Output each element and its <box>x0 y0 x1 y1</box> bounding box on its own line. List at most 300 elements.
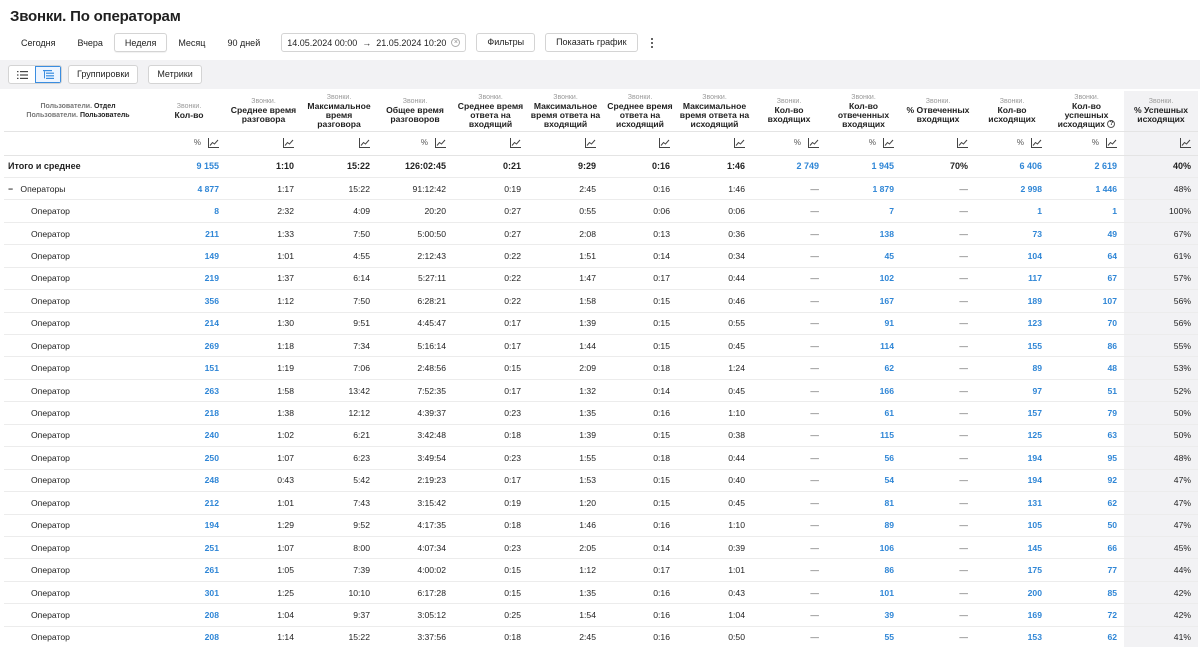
page-title: Звонки. По операторам <box>10 8 181 25</box>
cell-value: — <box>752 626 826 647</box>
cell-value: 1:01 <box>226 492 301 514</box>
cell-link[interactable]: 55 <box>826 626 901 647</box>
row-name: Оператор <box>31 520 70 531</box>
cell-link[interactable]: 1 <box>975 200 1049 222</box>
cell-link[interactable]: 102 <box>826 267 901 289</box>
cell-value: 7:34 <box>301 335 377 357</box>
cell-link[interactable]: 1 879 <box>826 177 901 199</box>
cell-value: — <box>901 357 975 379</box>
cell-value: 15:22 <box>301 177 377 199</box>
cell-link[interactable]: 218 <box>152 402 226 424</box>
cell-value: 15:22 <box>301 155 377 177</box>
period-month[interactable]: Месяц <box>178 38 206 48</box>
line-chart-icon[interactable] <box>283 138 294 148</box>
column-tools <box>301 131 377 155</box>
row-name: Операторы <box>20 183 66 194</box>
cell-value: 0:17 <box>453 312 528 334</box>
percent-toggle-icon[interactable]: % <box>193 138 201 148</box>
table-row <box>4 357 1198 379</box>
cell-value: 1:02 <box>226 424 301 446</box>
cell-value: 7:50 <box>301 222 377 244</box>
flat-list-view-icon[interactable] <box>9 66 35 83</box>
cell-value: 2:48:56 <box>377 357 453 379</box>
cell-link[interactable]: 62 <box>826 357 901 379</box>
cell-value: 53% <box>1124 357 1198 379</box>
cell-value: 13:42 <box>301 379 377 401</box>
cell-link[interactable]: 194 <box>975 447 1049 469</box>
cell-value: 50% <box>1124 402 1198 424</box>
cell-value: 1:29 <box>226 514 301 536</box>
cell-value: — <box>901 626 975 647</box>
col-header-max-talk[interactable]: Звонки. Максимальное время разговора <box>301 91 377 131</box>
cell-value: 42% <box>1124 604 1198 626</box>
line-chart-icon[interactable] <box>208 138 219 148</box>
col-header-count[interactable]: Звонки. Кол-во <box>152 91 226 131</box>
period-yesterday[interactable]: Вчера <box>77 38 103 48</box>
cell-link[interactable]: 89 <box>826 514 901 536</box>
cell-value: 0:16 <box>603 604 677 626</box>
row-name: Оператор <box>31 363 70 374</box>
table-row <box>4 222 1198 244</box>
col-header-incoming[interactable]: Звонки. Кол-во входящих <box>752 91 826 131</box>
cell-value: — <box>901 469 975 491</box>
col-header-avg-answer-out[interactable]: Звонки. Среднее время ответа на исходящий <box>603 91 677 131</box>
cell-link[interactable]: 219 <box>152 267 226 289</box>
cell-value: 0:23 <box>453 402 528 424</box>
col-header-total-talk[interactable]: Звонки. Общее время разговоров <box>377 91 453 131</box>
row-name: Оператор <box>31 385 70 396</box>
cell-value: 4:17:35 <box>377 514 453 536</box>
cell-value: 1:12 <box>528 559 603 581</box>
metrics-button[interactable]: Метрики <box>148 65 201 84</box>
row-name: Оператор <box>31 206 70 217</box>
cell-value: 6:23 <box>301 447 377 469</box>
cell-link[interactable]: 70 <box>1049 312 1124 334</box>
cell-value: 0:17 <box>453 469 528 491</box>
col-header-success-pct[interactable]: Звонки. % Успешных исходящих <box>1124 91 1198 131</box>
line-chart-icon[interactable] <box>883 138 894 148</box>
cell-value: — <box>901 379 975 401</box>
cell-value: 9:37 <box>301 604 377 626</box>
cell-link[interactable]: 194 <box>975 469 1049 491</box>
cell-link[interactable]: 7 <box>826 200 901 222</box>
table-row <box>4 536 1198 558</box>
cell-value: 61% <box>1124 245 1198 267</box>
cell-link[interactable]: 149 <box>152 245 226 267</box>
row-name: Оператор <box>31 497 70 508</box>
cell-value: — <box>901 424 975 446</box>
cell-value: 2:19:23 <box>377 469 453 491</box>
show-chart-button[interactable]: Показать график <box>545 33 637 52</box>
cell-value: 7:43 <box>301 492 377 514</box>
help-icon[interactable]: ? <box>1107 120 1115 128</box>
period-90-days[interactable]: 90 дней <box>227 38 261 48</box>
cell-value: 0:46 <box>677 290 752 312</box>
column-tools <box>901 131 975 155</box>
cell-link[interactable]: 49 <box>1049 222 1124 244</box>
cell-link[interactable]: 115 <box>826 424 901 446</box>
cell-value: 5:00:50 <box>377 222 453 244</box>
cell-link[interactable]: 167 <box>826 290 901 312</box>
total-row <box>4 155 1198 177</box>
date-to: 21.05.2024 10:20 <box>376 37 447 48</box>
cell-value: 6:14 <box>301 267 377 289</box>
clear-icon[interactable]: × <box>451 38 460 47</box>
cell-link[interactable]: 263 <box>152 379 226 401</box>
cell-value: — <box>752 200 826 222</box>
cell-value: 1:39 <box>528 312 603 334</box>
cell-link[interactable]: 72 <box>1049 604 1124 626</box>
cell-link[interactable]: 67 <box>1049 267 1124 289</box>
column-tools <box>377 131 453 155</box>
col-header-avg-talk[interactable]: Звонки. Среднее время разговора <box>226 91 301 131</box>
cell-value: 1:18 <box>226 335 301 357</box>
cell-value: 0:17 <box>603 559 677 581</box>
table-row <box>4 424 1198 446</box>
col-header-answered-in[interactable]: Звонки. Кол-во отвеченных входящих <box>826 91 901 131</box>
cell-value: 0:45 <box>677 379 752 401</box>
cell-value: 1:10 <box>677 402 752 424</box>
cell-value: — <box>901 200 975 222</box>
table-row <box>4 267 1198 289</box>
cell-link[interactable]: 51 <box>1049 379 1124 401</box>
cell-link[interactable]: 145 <box>975 536 1049 558</box>
more-menu-icon[interactable] <box>648 33 656 52</box>
row-name: Оператор <box>31 228 70 239</box>
cell-value: — <box>901 604 975 626</box>
row-label <box>4 492 152 514</box>
line-chart-icon[interactable] <box>1031 138 1042 148</box>
cell-link[interactable]: 1 945 <box>826 155 901 177</box>
cell-value: 4:07:34 <box>377 536 453 558</box>
percent-toggle-icon[interactable]: % <box>1091 138 1099 148</box>
cell-link[interactable]: 114 <box>826 335 901 357</box>
groupings-button[interactable]: Группировки <box>68 65 138 84</box>
cell-value: 0:39 <box>677 536 752 558</box>
cell-link[interactable]: 240 <box>152 424 226 446</box>
cell-value: 1:53 <box>528 469 603 491</box>
column-tools-row <box>4 131 1198 155</box>
row-label <box>4 357 152 379</box>
cell-value: 0:22 <box>453 245 528 267</box>
col-header-success-out[interactable]: Звонки. Кол-во успешных исходящих ? <box>1049 91 1124 131</box>
column-tools <box>453 131 528 155</box>
cell-value: 0:21 <box>453 155 528 177</box>
cell-link[interactable]: 39 <box>826 604 901 626</box>
cell-link[interactable]: 95 <box>1049 447 1124 469</box>
cell-link[interactable]: 104 <box>975 245 1049 267</box>
cell-link[interactable]: 86 <box>1049 335 1124 357</box>
cell-value: 1:20 <box>528 492 603 514</box>
cell-value: — <box>752 424 826 446</box>
cell-value: 0:14 <box>603 245 677 267</box>
cell-link[interactable]: 157 <box>975 402 1049 424</box>
cell-link[interactable]: 63 <box>1049 424 1124 446</box>
cell-value: 4:00:02 <box>377 559 453 581</box>
line-chart-icon[interactable] <box>435 138 446 148</box>
cell-link[interactable]: 138 <box>826 222 901 244</box>
filters-button[interactable]: Фильтры <box>476 33 535 52</box>
cell-value: 0:17 <box>603 267 677 289</box>
cell-value: 44% <box>1124 559 1198 581</box>
cell-value: — <box>901 402 975 424</box>
period-week[interactable]: Неделя <box>114 33 167 52</box>
cell-value: 1:07 <box>226 536 301 558</box>
cell-link[interactable]: 155 <box>975 335 1049 357</box>
cell-value: — <box>752 604 826 626</box>
col-header-avg-answer-in[interactable]: Звонки. Среднее время ответа на входящий <box>453 91 528 131</box>
table-row <box>4 604 1198 626</box>
line-chart-icon[interactable] <box>957 138 968 148</box>
cell-link[interactable]: 86 <box>826 559 901 581</box>
cell-link[interactable]: 61 <box>826 402 901 424</box>
cell-link[interactable]: 9 155 <box>152 155 226 177</box>
cell-value: 8:00 <box>301 536 377 558</box>
cell-link[interactable]: 200 <box>975 581 1049 603</box>
cell-link[interactable]: 123 <box>975 312 1049 334</box>
cell-link[interactable]: 97 <box>975 379 1049 401</box>
cell-value: 0:23 <box>453 536 528 558</box>
cell-value: 1:37 <box>226 267 301 289</box>
cell-link[interactable]: 1 <box>1049 200 1124 222</box>
cell-link[interactable]: 125 <box>975 424 1049 446</box>
line-chart-icon[interactable] <box>585 138 596 148</box>
cell-link[interactable]: 175 <box>975 559 1049 581</box>
cell-value: 0:19 <box>453 177 528 199</box>
cell-link[interactable]: 301 <box>152 581 226 603</box>
cell-value: 6:28:21 <box>377 290 453 312</box>
cell-value: 1:46 <box>677 155 752 177</box>
cell-value: 0:36 <box>677 222 752 244</box>
cell-link[interactable]: 2 749 <box>752 155 826 177</box>
cell-value: — <box>752 177 826 199</box>
cell-link[interactable]: 2 998 <box>975 177 1049 199</box>
cell-value: 6:21 <box>301 424 377 446</box>
cell-value: — <box>901 222 975 244</box>
cell-value: 1:58 <box>226 379 301 401</box>
cell-value: 1:46 <box>677 177 752 199</box>
cell-link[interactable]: 248 <box>152 469 226 491</box>
table-row <box>4 402 1198 424</box>
cell-value: 1:01 <box>677 559 752 581</box>
cell-value: 0:38 <box>677 424 752 446</box>
cell-value: 0:15 <box>603 424 677 446</box>
cell-value: — <box>752 492 826 514</box>
cell-value: — <box>901 559 975 581</box>
line-chart-icon[interactable] <box>808 138 819 148</box>
cell-value: 0:25 <box>453 604 528 626</box>
table-row <box>4 447 1198 469</box>
cell-link[interactable]: 1 446 <box>1049 177 1124 199</box>
col-header-max-answer-in[interactable]: Звонки. Максимальное время ответа на входящий <box>528 91 603 131</box>
line-chart-icon[interactable] <box>359 138 370 148</box>
cell-value: 1:04 <box>226 604 301 626</box>
cell-link[interactable]: 356 <box>152 290 226 312</box>
row-label <box>4 222 152 244</box>
row-label[interactable] <box>4 177 152 199</box>
cell-link[interactable]: 77 <box>1049 559 1124 581</box>
cell-value: 10:10 <box>301 581 377 603</box>
cell-value: 0:13 <box>603 222 677 244</box>
cell-link[interactable]: 73 <box>975 222 1049 244</box>
cell-link[interactable]: 269 <box>152 335 226 357</box>
cell-link[interactable]: 131 <box>975 492 1049 514</box>
cell-link[interactable]: 85 <box>1049 581 1124 603</box>
cell-link[interactable]: 194 <box>152 514 226 536</box>
cell-link[interactable]: 92 <box>1049 469 1124 491</box>
cell-value: 0:27 <box>453 200 528 222</box>
row-label <box>4 155 152 177</box>
cell-value: 3:49:54 <box>377 447 453 469</box>
date-range-picker[interactable] <box>281 33 466 52</box>
cell-value: — <box>901 492 975 514</box>
cell-link[interactable]: 89 <box>975 357 1049 379</box>
cell-value: — <box>901 514 975 536</box>
cell-link[interactable]: 214 <box>152 312 226 334</box>
cell-link[interactable]: 79 <box>1049 402 1124 424</box>
cell-value: 15:22 <box>301 626 377 647</box>
cell-value: 0:18 <box>453 514 528 536</box>
cell-value: — <box>901 290 975 312</box>
cell-value: 0:15 <box>453 559 528 581</box>
cell-value: 70% <box>901 155 975 177</box>
row-label <box>4 290 152 312</box>
cell-link[interactable]: 8 <box>152 200 226 222</box>
cell-value: 0:17 <box>453 379 528 401</box>
row-name: Оператор <box>31 295 70 306</box>
row-label <box>4 200 152 222</box>
cell-link[interactable]: 153 <box>975 626 1049 647</box>
cell-link[interactable]: 105 <box>975 514 1049 536</box>
cell-value: 0:15 <box>603 335 677 357</box>
cell-value: 2:45 <box>528 626 603 647</box>
cell-value: 0:14 <box>603 379 677 401</box>
period-today[interactable]: Сегодня <box>21 38 56 48</box>
line-chart-icon[interactable] <box>1106 138 1117 148</box>
cell-link[interactable]: 45 <box>826 245 901 267</box>
row-name: Оператор <box>31 565 70 576</box>
cell-value: — <box>752 514 826 536</box>
cell-value: — <box>752 312 826 334</box>
cell-value: — <box>752 581 826 603</box>
cell-value: 0:15 <box>603 469 677 491</box>
percent-toggle-icon[interactable]: % <box>868 138 876 148</box>
row-name: Оператор <box>31 542 70 553</box>
cell-value: — <box>752 222 826 244</box>
report-table <box>4 91 1198 647</box>
cell-value: 6:17:28 <box>377 581 453 603</box>
table-row <box>4 469 1198 491</box>
cell-value: — <box>752 559 826 581</box>
cell-value: — <box>752 335 826 357</box>
cell-value: 2:09 <box>528 357 603 379</box>
row-name: Оператор <box>31 430 70 441</box>
cell-link[interactable]: 166 <box>826 379 901 401</box>
cell-value: 5:16:14 <box>377 335 453 357</box>
cell-value: 2:45 <box>528 177 603 199</box>
percent-toggle-icon[interactable]: % <box>1016 138 1024 148</box>
cell-link[interactable]: 261 <box>152 559 226 581</box>
cell-link[interactable]: 66 <box>1049 536 1124 558</box>
column-tools <box>677 131 752 155</box>
percent-toggle-icon[interactable]: % <box>793 138 801 148</box>
cell-link[interactable]: 4 877 <box>152 177 226 199</box>
cell-link[interactable]: 50 <box>1049 514 1124 536</box>
cell-value: 0:17 <box>453 335 528 357</box>
cell-value: 9:29 <box>528 155 603 177</box>
cell-value: 1:33 <box>226 222 301 244</box>
cell-link[interactable]: 169 <box>975 604 1049 626</box>
col-header-outgoing[interactable]: Звонки. Кол-во исходящих <box>975 91 1049 131</box>
row-label <box>4 469 152 491</box>
cell-link[interactable]: 101 <box>826 581 901 603</box>
cell-value: 56% <box>1124 290 1198 312</box>
line-chart-icon[interactable] <box>510 138 521 148</box>
row-label <box>4 335 152 357</box>
cell-link[interactable]: 250 <box>152 447 226 469</box>
cell-link[interactable]: 6 406 <box>975 155 1049 177</box>
cell-link[interactable]: 212 <box>152 492 226 514</box>
cell-value: 45% <box>1124 536 1198 558</box>
cell-value: 1:17 <box>226 177 301 199</box>
col-header-answered-pct[interactable]: Звонки. % Отвеченных входящих <box>901 91 975 131</box>
cell-value: 1:10 <box>677 514 752 536</box>
col-header-max-answer-out[interactable]: Звонки. Максимальное время ответа на исходящий <box>677 91 752 131</box>
cell-link[interactable]: 81 <box>826 492 901 514</box>
cell-link[interactable]: 48 <box>1049 357 1124 379</box>
cell-value: 0:16 <box>603 626 677 647</box>
cell-link[interactable]: 211 <box>152 222 226 244</box>
cell-link[interactable]: 208 <box>152 626 226 647</box>
cell-link[interactable]: 64 <box>1049 245 1124 267</box>
cell-value: 2:08 <box>528 222 603 244</box>
cell-link[interactable]: 54 <box>826 469 901 491</box>
cell-link[interactable]: 117 <box>975 267 1049 289</box>
cell-link[interactable]: 208 <box>152 604 226 626</box>
column-tools <box>1124 131 1198 155</box>
cell-value: — <box>752 245 826 267</box>
line-chart-icon[interactable] <box>659 138 670 148</box>
row-label <box>4 514 152 536</box>
cell-link[interactable]: 91 <box>826 312 901 334</box>
tree-view-icon[interactable] <box>35 66 61 83</box>
row-name: Оператор <box>31 452 70 463</box>
table-row <box>4 312 1198 334</box>
cell-link[interactable]: 107 <box>1049 290 1124 312</box>
cell-link[interactable]: 56 <box>826 447 901 469</box>
cell-link[interactable]: 62 <box>1049 626 1124 647</box>
line-chart-icon[interactable] <box>1180 138 1191 148</box>
cell-value: 0:34 <box>677 245 752 267</box>
cell-value: — <box>752 536 826 558</box>
table-row <box>4 379 1198 401</box>
cell-value: — <box>752 267 826 289</box>
cell-link[interactable]: 62 <box>1049 492 1124 514</box>
percent-toggle-icon[interactable]: % <box>420 138 428 148</box>
cell-value: 7:39 <box>301 559 377 581</box>
cell-link[interactable]: 251 <box>152 536 226 558</box>
cell-link[interactable]: 106 <box>826 536 901 558</box>
cell-value: 0:14 <box>603 536 677 558</box>
table-row <box>4 559 1198 581</box>
cell-link[interactable]: 2 619 <box>1049 155 1124 177</box>
cell-link[interactable]: 189 <box>975 290 1049 312</box>
cell-value: 1:10 <box>226 155 301 177</box>
cell-link[interactable]: 151 <box>152 357 226 379</box>
line-chart-icon[interactable] <box>734 138 745 148</box>
cell-value: — <box>901 177 975 199</box>
collapse-icon[interactable]: − <box>8 183 14 194</box>
